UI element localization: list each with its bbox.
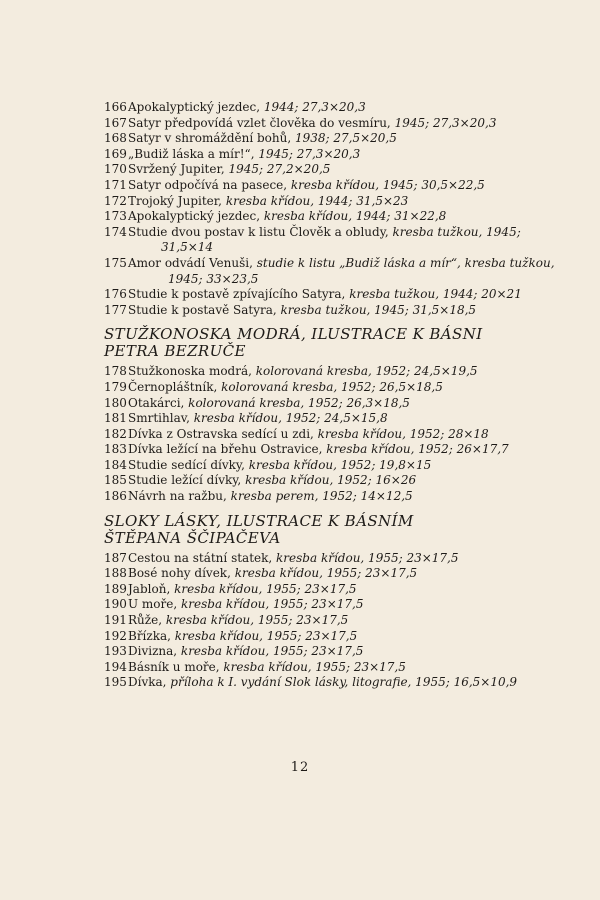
entry-title: Stužkonoska modrá, <box>128 364 256 379</box>
entry-details: 1945; 27,3×20,3 <box>258 146 361 161</box>
entry-details: kresba perem, 1952; 14×12,5 <box>230 489 413 504</box>
entry-number: 170 <box>104 162 127 177</box>
entry-title: Satyr předpovídá vzlet člověka do vesmíru, <box>128 115 395 130</box>
entry-title: Bosé nohy dívek, <box>128 566 235 581</box>
entry-title: Břízka, <box>128 628 175 643</box>
entry-details: kresba křídou, 1955; 23×17,5 <box>223 659 406 674</box>
section-heading-line: ŠTĚPANA ŠČIPAČEVA <box>104 528 281 547</box>
entry-number: 192 <box>104 628 127 643</box>
entry-number: 189 <box>104 581 127 596</box>
catalog-entry <box>104 489 574 505</box>
entry-title: „Budiž láska a mír!“, <box>128 146 259 161</box>
entry-number: 182 <box>104 426 127 441</box>
entry-title: Návrh na ražbu, <box>128 489 231 504</box>
entry-number: 194 <box>104 659 127 674</box>
entry-continuation: 1945; 33×23,5 <box>168 271 259 286</box>
entry-title: Otakárci, <box>128 395 189 410</box>
entry-number: 185 <box>104 473 127 488</box>
entry-number: 180 <box>104 395 127 410</box>
catalog-entry <box>104 380 574 396</box>
section-heading-line: PETRA BEZRUČE <box>104 342 246 361</box>
entry-title: Dívka z Ostravska sedící u zdi, <box>128 426 318 441</box>
entry-details: kresba křídou, 1955; 23×17,5 <box>181 597 364 612</box>
entry-details: kresba křídou, 1944; 31×22,8 <box>263 209 447 224</box>
catalog-entry <box>104 364 574 380</box>
catalog-entry <box>104 287 574 303</box>
entry-number: 175 <box>104 255 127 270</box>
catalog-entry <box>104 147 574 163</box>
entry-details: kresba křídou, 1945; 30,5×22,5 <box>290 177 485 192</box>
catalog-entry <box>104 100 574 116</box>
catalog-list <box>104 100 574 691</box>
entry-details: kresba tužkou, 1944; 20×21 <box>349 287 522 302</box>
catalog-entry <box>104 411 574 427</box>
catalog-entry <box>104 675 574 691</box>
entry-title: Amor odvádí Venuši, <box>128 255 257 270</box>
entry-details: 1944; 27,3×20,3 <box>263 100 366 114</box>
entry-title: Apokalyptický jezdec, <box>128 209 264 224</box>
entry-title: Studie k postavě Satyra, <box>128 302 281 317</box>
entry-details: kresba křídou, 1955; 23×17,5 <box>165 613 349 628</box>
entry-details: studie k listu „Budiž láska a mír“, kresba tužkou, <box>256 255 555 270</box>
entry-title: Jabloň, <box>128 581 175 596</box>
entry-number: 176 <box>104 287 127 302</box>
catalog-entry <box>104 597 574 613</box>
entry-number: 184 <box>104 457 127 472</box>
entry-number: 183 <box>104 442 127 457</box>
entry-title: Divizna, <box>128 644 181 659</box>
entry-number: 188 <box>104 566 127 581</box>
entry-title: Satyr odpočívá na pasece, <box>128 177 291 192</box>
catalog-entry <box>104 178 574 194</box>
entry-details: kolorovaná kresba, 1952; 24,5×19,5 <box>255 364 478 379</box>
entry-title: Studie k postavě zpívajícího Satyra, <box>128 287 350 302</box>
entry-number: 195 <box>104 675 127 690</box>
entry-number: 167 <box>104 115 127 130</box>
entry-title: Studie ležící dívky, <box>128 473 246 488</box>
catalog-entry <box>104 629 574 645</box>
entry-details: příloha k I. vydání Slok lásky, litografie, 1955; 16,5×10,9 <box>170 675 518 690</box>
entry-details: kresba křídou, 1955; 23×17,5 <box>174 581 357 596</box>
entry-details: 1945; 27,2×20,5 <box>228 162 331 177</box>
entry-details: kresba křídou, 1955; 23×17,5 <box>276 550 459 565</box>
catalog-entry <box>104 473 574 489</box>
catalog-entry <box>104 582 574 598</box>
entry-title: Trojoký Jupiter, <box>128 193 226 208</box>
catalog-entry <box>104 458 574 474</box>
entry-number: 174 <box>104 224 127 239</box>
entry-title: Smrtihlav, <box>128 411 194 426</box>
entry-details: kresba křídou, 1952; 16×26 <box>245 473 417 488</box>
section-heading-line: SLOKY LÁSKY, ILUSTRACE K BÁSNÍM <box>104 511 414 530</box>
entry-details: kresba křídou, 1955; 23×17,5 <box>174 628 358 643</box>
page-number: 12 <box>290 760 310 775</box>
entry-number: 177 <box>104 302 127 317</box>
entry-details: kresba křídou, 1944; 31,5×23 <box>225 193 409 208</box>
entry-number: 171 <box>104 177 127 192</box>
entry-number: 193 <box>104 644 127 659</box>
entry-title: Studie dvou postav k listu Člověk a obludy, <box>128 224 393 239</box>
entry-details: 1938; 27,5×20,5 <box>294 131 397 146</box>
entry-details: kresba křídou, 1952; 19,8×15 <box>248 457 432 472</box>
entry-details: kresba křídou, 1952; 24,5×15,8 <box>193 411 388 426</box>
catalog-entry <box>104 427 574 443</box>
section-heading <box>104 326 574 360</box>
entry-title: Černopláštník, <box>128 379 222 394</box>
entry-title: Růže, <box>128 613 166 628</box>
entry-title: Studie sedící dívky, <box>128 457 249 472</box>
catalog-entry <box>104 644 574 660</box>
entry-title: Satyr v shromáždění bohů, <box>128 131 295 146</box>
entry-number: 190 <box>104 597 127 612</box>
catalog-entry <box>104 225 574 241</box>
catalog-entry <box>104 660 574 676</box>
entry-details: kresba tužkou, 1945; <box>392 224 521 239</box>
entry-details: kresba křídou, 1952; 28×18 <box>317 426 489 441</box>
entry-details: 1945; 27,3×20,3 <box>394 115 497 130</box>
entry-number: 166 <box>104 100 127 114</box>
catalog-entry <box>104 566 574 582</box>
catalog-entry <box>104 613 574 629</box>
entry-number: 187 <box>104 550 127 565</box>
entry-number: 191 <box>104 613 127 628</box>
catalog-entry <box>104 303 574 319</box>
catalog-entry <box>104 162 574 178</box>
catalog-entry <box>104 396 574 412</box>
section-heading-line: STUŽKONOSKA MODRÁ, ILUSTRACE K BÁSNI <box>104 325 483 344</box>
entry-title: Dívka ležící na břehu Ostravice, <box>128 442 327 457</box>
entry-title: Svržený Jupiter, <box>128 162 229 177</box>
entry-details: kresba tužkou, 1945; 31,5×18,5 <box>280 302 477 317</box>
catalog-entry <box>104 116 574 132</box>
entry-number: 181 <box>104 411 127 426</box>
entry-number: 179 <box>104 379 127 394</box>
entry-details: kresba křídou, 1955; 23×17,5 <box>234 566 418 581</box>
entry-title: Apokalyptický jezdec, <box>128 100 264 114</box>
catalog-entry <box>104 442 574 458</box>
catalog-entry <box>104 209 574 225</box>
entry-number: 186 <box>104 489 127 504</box>
entry-title: Dívka, <box>128 675 171 690</box>
entry-title: U moře, <box>128 597 181 612</box>
entry-title: Básník u moře, <box>128 659 224 674</box>
entry-details: kresba křídou, 1952; 26×17,7 <box>326 442 509 457</box>
section-heading <box>104 513 574 547</box>
entry-number: 172 <box>104 193 127 208</box>
entry-number: 168 <box>104 131 127 146</box>
entry-title: Cestou na státní statek, <box>128 550 277 565</box>
entry-number: 173 <box>104 209 127 224</box>
entry-details: kresba křídou, 1955; 23×17,5 <box>180 644 364 659</box>
entry-continuation: 31,5×14 <box>161 240 214 255</box>
catalog-entry <box>104 194 574 210</box>
catalog-entry <box>104 131 574 147</box>
entry-number: 178 <box>104 364 127 379</box>
entry-number: 169 <box>104 146 127 161</box>
entry-details: kolorovaná kresba, 1952; 26,3×18,5 <box>188 395 410 410</box>
catalog-entry <box>104 551 574 567</box>
entry-details: kolorovaná kresba, 1952; 26,5×18,5 <box>221 379 443 394</box>
catalog-entry <box>104 256 574 272</box>
